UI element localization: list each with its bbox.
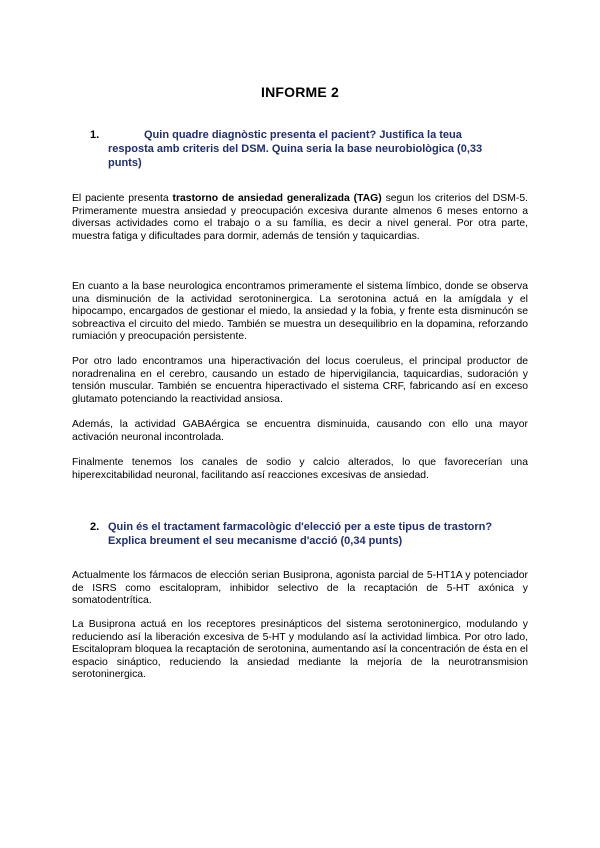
question-2-text: Quin és el tractament farmacològic d'elecció per a este tipus de trastorn? Explica breument el seu mecanisme d'acció (0,34 punts) xyxy=(108,521,493,547)
answer-1-paragraph-1 xyxy=(72,193,528,243)
document-title: INFORME 2 xyxy=(260,84,340,100)
question-1 xyxy=(90,128,500,170)
question-1-number: 1. xyxy=(90,129,100,141)
answer-1-p1-pre: El paciente presenta xyxy=(72,193,173,204)
answer-1-paragraph-3: Por otro lado encontramos una hiperactivación del locus coeruleus, el principal productor de noradrenalina en el cerebro, causando un estado de hipervigilancia, taquicardias, sudoración y tensión muscular. También se encuentra hiperactivado el sistema CRF, fabricando así en exceso glutamato potenciando la reactividad ansiosa. xyxy=(72,356,528,405)
answer-2-paragraph-2: La Busiprona actuá en los receptores presinápticos del sistema serotoninergico, modulando y reduciendo así la liberación excesiva de 5-HT y modulando así la actividad limbica. Por otro lado, Escitalopram bloquea la recaptación de serotonina, aumentando así la concentración de ésta en el espacio sináptico, reduciendo la ansiedad mediante la mejoría de la neurotransmision serotoninergica. xyxy=(72,619,528,681)
answer-1-p1-post: segun los criterios del DSM-5. Primeramente muestra ansiedad y preocupación excesiva durante almenos 6 meses entorno a diversas actividades como el trabajo o a su família, es decir a nivel general. Por otra parte, muestra fatiga y dificultades para dormir, además de tensión y taquicardias. xyxy=(72,193,529,242)
question-1-text: Quin quadre diagnòstic presenta el pacient? Justifica la teua resposta amb criteris del DSM. Quina seria la base neurobiològica (0,33 punts) xyxy=(108,129,483,169)
question-2-number: 2. xyxy=(90,521,100,533)
question-2 xyxy=(90,520,510,548)
diagnosis-bold: trastorno de ansiedad generalizada (TAG) xyxy=(172,193,382,204)
answer-2-paragraph-1: Actualmente los fármacos de elección serian Busiprona, agonista parcial de 5-HT1A y potenciador de ISRS como escitalopram, inhibidor selectivo de la recaptación de 5-HT axónica y somatodentrítica. xyxy=(72,570,528,607)
answer-1-paragraph-5: Finalmente tenemos los canales de sodio y calcio alterados, lo que favorecerían una hiperexcitabilidad neuronal, facilitando así reacciones excesivas de ansiedad. xyxy=(72,457,528,481)
answer-1-paragraph-2: En cuanto a la base neurologica encontramos primeramente el sistema límbico, donde se observa una disminución de la actividad serotoninergica. La serotonina actuá en la amígdala y el hipocampo, encargados de gestionar el miedo, la ansiedad y la fobia, y frente esta disminucón se sobreactiva el circuito del miedo. También se muestra un desequilibrio en la dopamina, reforzando rumiación y preocupación persistente. xyxy=(72,281,528,343)
answer-1-paragraph-4: Además, la actividad GABAérgica se encuentra disminuida, causando con ello una mayor activación neuronal incontrolada. xyxy=(72,419,528,443)
